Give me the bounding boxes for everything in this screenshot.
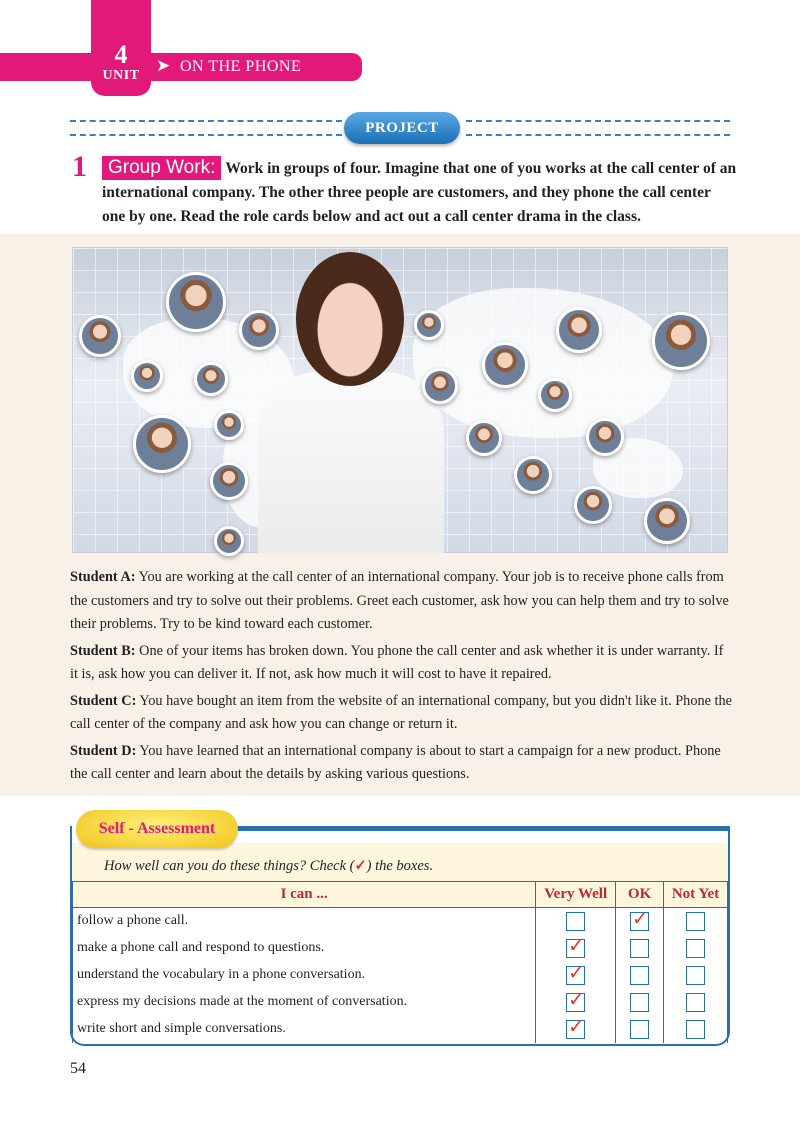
customer-avatar [210, 462, 248, 500]
checkbox-not-yet[interactable] [686, 1020, 705, 1039]
divider-line [466, 134, 730, 136]
self-assessment-rule [200, 826, 730, 831]
unit-title-bar [0, 53, 362, 81]
operator-figure [258, 372, 444, 553]
checkbox-cell [664, 935, 728, 962]
customer-avatar [414, 310, 444, 340]
checkbox-cell [616, 935, 664, 962]
customer-avatar [79, 315, 121, 357]
group-work-badge: Group Work: [102, 156, 221, 180]
divider-line [70, 134, 342, 136]
table-row [73, 962, 728, 989]
customer-avatar [131, 360, 163, 392]
checkbox-not-yet[interactable] [686, 939, 705, 958]
checkbox-not-yet[interactable] [686, 912, 705, 931]
checkbox-very-well[interactable] [566, 912, 585, 931]
unit-label: UNIT [102, 68, 140, 83]
checkbox-very-well[interactable] [566, 966, 585, 985]
role-card [70, 690, 732, 737]
instruction-text: ) the boxes. [366, 858, 434, 874]
customer-avatar [214, 526, 244, 556]
customer-avatar [586, 418, 624, 456]
customer-avatar [466, 420, 502, 456]
checkbox-cell [616, 1016, 664, 1043]
project-label: PROJECT [344, 112, 460, 144]
checkbox-cell [536, 962, 616, 989]
check-mark-icon: ✓ [354, 858, 367, 874]
column-header: Very Well [536, 882, 616, 908]
checkbox-cell [616, 989, 664, 1016]
checkbox-not-yet[interactable] [686, 993, 705, 1012]
unit-title: ON THE PHONE [180, 58, 302, 75]
chevron-right-icon: ➤ [156, 56, 171, 76]
customer-avatar [482, 342, 528, 388]
checkbox-cell [664, 962, 728, 989]
checkbox-ok[interactable] [630, 966, 649, 985]
checkbox-cell [536, 1016, 616, 1043]
table-row [73, 908, 728, 935]
customer-avatar [422, 368, 458, 404]
role-card [70, 740, 732, 787]
can-do-statement: make a phone call and respond to questions. [73, 935, 536, 962]
task-instruction-text: Work in groups of four. Imagine that one of you works at the call center of an international company. The other three people are customers, and they phone the call center one by one. Read the role cards below and act out a call center drama in the class. [102, 160, 737, 225]
checkbox-very-well[interactable] [566, 1020, 585, 1039]
column-header: I can ... [73, 882, 536, 908]
table-header-row [73, 882, 728, 908]
checkbox-cell [664, 908, 728, 935]
customer-avatar [166, 272, 226, 332]
can-do-statement: write short and simple conversations. [73, 1016, 536, 1043]
operator-headset-icon [296, 252, 404, 386]
customer-avatar [239, 310, 279, 350]
column-header: Not Yet [664, 882, 728, 908]
table-row [73, 1016, 728, 1043]
customer-avatar [214, 410, 244, 440]
checkbox-cell [536, 989, 616, 1016]
self-assessment-instruction [104, 858, 433, 875]
role-name: Student C: [70, 692, 137, 709]
divider-line [466, 120, 730, 122]
checkbox-very-well[interactable] [566, 939, 585, 958]
checkbox-cell [616, 962, 664, 989]
checkbox-not-yet[interactable] [686, 966, 705, 985]
checkbox-ok[interactable] [630, 1020, 649, 1039]
checkbox-cell [536, 908, 616, 935]
role-description: You are working at the call center of an international company. Your job is to receive phone calls from the customers and try to solve out their problems. Greet each customer, ask how you can help them and try to solve their problems. Try to be kind toward each customer. [70, 569, 729, 632]
customer-avatar [194, 362, 228, 396]
role-description: You have bought an item from the website of an international company, but you didn't like it. Phone the call center of the company and ask how you can change or return it. [70, 692, 733, 732]
customer-avatar [644, 498, 690, 544]
role-name: Student D: [70, 742, 137, 759]
role-card [70, 640, 732, 687]
task-instruction [102, 156, 737, 229]
customer-avatar [514, 456, 552, 494]
checkbox-very-well[interactable] [566, 993, 585, 1012]
customer-avatar [538, 378, 572, 412]
self-assessment-title: Self - Assessment [76, 810, 238, 848]
column-header: OK [616, 882, 664, 908]
role-name: Student B: [70, 642, 136, 659]
checkbox-cell [536, 935, 616, 962]
checkbox-ok[interactable] [630, 939, 649, 958]
table-row [73, 935, 728, 962]
task-number: 1 [72, 150, 87, 183]
role-cards [70, 566, 732, 790]
unit-badge [91, 0, 151, 96]
customer-avatar [556, 307, 602, 353]
role-name: Student A: [70, 569, 136, 585]
self-assessment-table [72, 881, 728, 1043]
checkbox-cell [664, 989, 728, 1016]
checkbox-cell [664, 1016, 728, 1043]
checkbox-cell [616, 908, 664, 935]
page-number: 54 [70, 1060, 86, 1077]
divider-line [70, 120, 342, 122]
checkbox-ok[interactable] [630, 912, 649, 931]
role-card [70, 566, 732, 637]
can-do-statement: follow a phone call. [73, 908, 536, 935]
table-row [73, 989, 728, 1016]
unit-number: 4 [114, 40, 128, 69]
customer-avatar [133, 415, 191, 473]
can-do-statement: understand the vocabulary in a phone conversation. [73, 962, 536, 989]
can-do-statement: express my decisions made at the moment of conversation. [73, 989, 536, 1016]
role-description: You have learned that an international company is about to start a campaign for a new product. Phone the call center and learn about the details by asking various questions. [70, 742, 721, 782]
role-description: One of your items has broken down. You phone the call center and ask whether it is under warranty. If it is, ask how you can deliver it. If not, ask how much it will cost to have it repaired. [70, 642, 724, 682]
customer-avatar [574, 486, 612, 524]
customer-avatar [652, 312, 710, 370]
checkbox-ok[interactable] [630, 993, 649, 1012]
instruction-text: How well can you do these things? Check ( [104, 858, 355, 874]
